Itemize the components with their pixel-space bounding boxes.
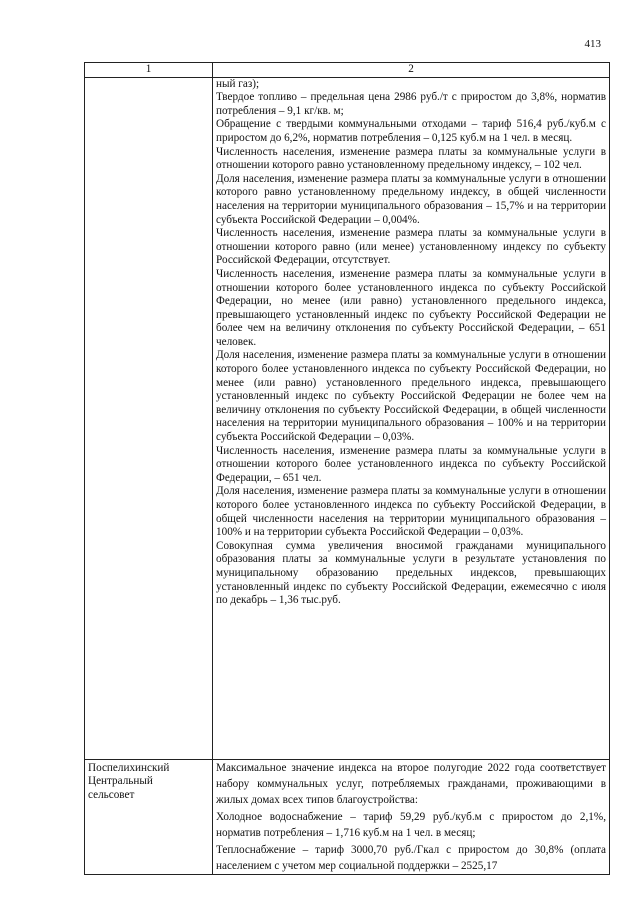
paragraph: Доля населения, изменение размера платы за коммунальные услуги в отношении которого более установленного индекса по субъекту Российской Федерации, в общей численности населения на территории муниципального образования – 100% и на территории субъекта Российской Федерации – 0,03%. — [216, 485, 606, 539]
paragraph: Численность населения, изменение размера платы за коммунальные услуги в отношении которого более установленного индекса по субъекту Российской Федерации, – 651 чел. — [216, 444, 606, 484]
row1-left-cell — [85, 77, 213, 759]
municipality-name-line: Центральный — [88, 775, 153, 788]
paragraph: Теплоснабжение – тариф 3000,70 руб./Гкал с приростом до 30,8% (оплата населением с учетом мер социальной поддержки – 2525,17 — [216, 843, 606, 873]
header-row — [85, 63, 610, 78]
paragraph: Обращение с твердыми коммунальными отходами – тариф 516,4 руб./куб.м с приростом до 6,2%, норматив потребления – 0,125 куб.м на 1 чел. в месяц. — [216, 118, 606, 144]
row1-content-cell — [213, 77, 610, 759]
paragraph: Доля населения, изменение размера платы за коммунальные услуги в отношении которого более установленного индекса по субъекту Российской Федерации, но менее (или равно) установленного предельного индекса, превышающего установленный индекс по субъекту Российской Федерации не более чем на величину отклонения по субъекту Российской Федерации, в общей численности населения на территории муниципального образования – 100% и на территории субъекта Российской Федерации – 0,03%. — [216, 349, 606, 444]
column-header-2: 2 — [213, 63, 610, 78]
municipality-name-line: сельсовет — [88, 788, 135, 801]
paragraph: Численность населения, изменение размера платы за коммунальные услуги в отношении которого равно (или менее) установленному индексу по субъекту Российской Федерации, отсутствует. — [216, 227, 606, 267]
document-table — [84, 62, 610, 875]
row2-left-cell — [85, 759, 213, 875]
paragraph: Холодное водоснабжение – тариф 59,29 руб./куб.м с приростом до 2,1%, норматив потребления – 1,716 куб.м на 1 чел. в месяц; — [216, 810, 606, 840]
paragraph: Численность населения, изменение размера платы за коммунальные услуги в отношении которого более установленного индекса по субъекту Российской Федерации, но менее (или равно) установленного предельного индекса, превышающего установленный индекс по субъекту Российской Федерации не более чем на величину отклонения по субъекту Российской Федерации, – 651 человек. — [216, 267, 606, 348]
paragraph: Твердое топливо – предельная цена 2986 руб./т с приростом до 3,8%, норматив потребления – 9,1 кг/кв. м; — [216, 91, 606, 117]
paragraph: Максимальное значение индекса на второе полугодие 2022 года соответствует набору коммунальных услуг, потребляемых гражданами, проживающими в жилых домах всех типов благоустройства: — [216, 761, 606, 807]
column-header-1: 1 — [85, 63, 213, 78]
paragraph: ный газ); — [216, 77, 260, 90]
paragraph: Численность населения, изменение размера платы за коммунальные услуги в отношении которого равно установленному предельному индексу, – 102 чел. — [216, 145, 606, 172]
municipality-name-line: Поспелихинский — [88, 761, 170, 774]
paragraph: Совокупная сумма увеличения вносимой гражданами муниципального образования платы за коммунальные услуги в результате установления по муниципальному образованию предельных индексов, превышающих установленный индекс по субъекту Российской Федерации, ежемесячно с июля по декабрь – 1,36 тыс.руб. — [216, 539, 606, 607]
paragraph: Доля населения, изменение размера платы за коммунальные услуги в отношении которого равно установленному предельному индексу, в общей численности населения на территории муниципального образования – 15,7% и на территории субъекта Российской Федерации – 0,004%. — [216, 172, 606, 226]
table-row — [85, 77, 610, 759]
page-number: 413 — [584, 38, 601, 50]
row2-content-cell — [213, 759, 610, 875]
table-row — [85, 759, 610, 875]
